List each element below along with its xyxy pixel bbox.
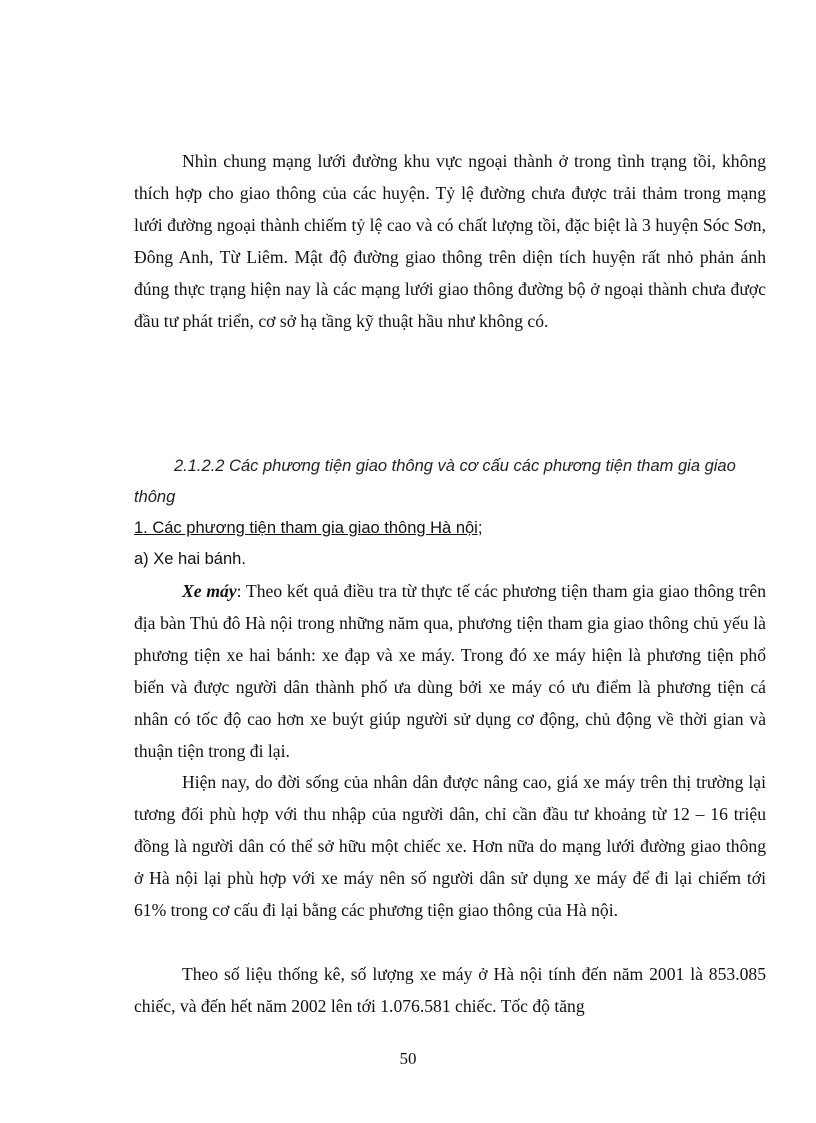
list-item-a: a) Xe hai bánh. (134, 550, 246, 568)
page-number: 50 (399, 1049, 417, 1068)
paragraph-lead-term: Xe máy (182, 581, 237, 601)
subheading-text: 1. Các phương tiện tham gia giao thông Hà nội; (134, 519, 483, 537)
subheading (134, 513, 482, 544)
section-heading: 2.1.2.2 Các phương tiện giao thông và cơ cấu các phương tiện tham gia giao thông (134, 457, 736, 506)
paragraph-road-network: Nhìn chung mạng lưới đường khu vực ngoại thành ở trong tình trạng tồi, không thích hợp cho giao thông của các huyện. Tỷ lệ đường chưa được trải thảm trong mạng lưới đường ngoại thành chiếm tỷ lệ cao và có chất lượng tồi, đặc biệt là 3 huyện Sóc Sơn, Đông Anh, Từ Liêm. Mật độ đường giao thông trên diện tích huyện rất nhỏ phản ánh đúng thực trạng hiện nay là các mạng lưới giao thông đường bộ ở ngoại thành chưa được đầu tư phát triển, cơ sở hạ tầng kỹ thuật hầu như không có. (134, 151, 766, 331)
paragraph-motorbikes-text: : Theo kết quả điều tra từ thực tế các phương tiện tham gia giao thông trên địa bàn Thủ đô Hà nội trong những năm qua, phương tiện tham gia giao thông chủ yếu là phương tiện xe hai bánh: xe đạp và xe máy. Trong đó xe máy hiện là phương tiện phổ biến và được người dân thành phố ưa dùng bởi xe máy có ưu điểm là phương tiện cá nhân có tốc độ cao hơn xe buýt giúp người sử dụng cơ động, chủ động về thời gian và thuận tiện trong đi lại. (134, 581, 767, 761)
paragraph-statistics: Theo số liệu thống kê, số lượng xe máy ở Hà nội tính đến năm 2001 là 853.085 chiếc, và đến hết năm 2002 lên tới 1.076.581 chiếc. Tốc độ tăng (134, 964, 766, 1016)
paragraph-living-standards: Hiện nay, do đời sống của nhân dân được nâng cao, giá xe máy trên thị trường lại tương đối phù hợp với thu nhập của người dân, chỉ cần đầu tư khoảng từ 12 – 16 triệu đồng là người dân có thể sở hữu một chiếc xe. Hơn nữa do mạng lưới đường giao thông ở Hà nội lại phù hợp với xe máy nên số người dân sử dụng xe máy để đi lại chiếm tới 61% trong cơ cấu đi lại bằng các phương tiện giao thông của Hà nội. (134, 772, 766, 920)
paragraph-motorbikes (134, 575, 766, 767)
